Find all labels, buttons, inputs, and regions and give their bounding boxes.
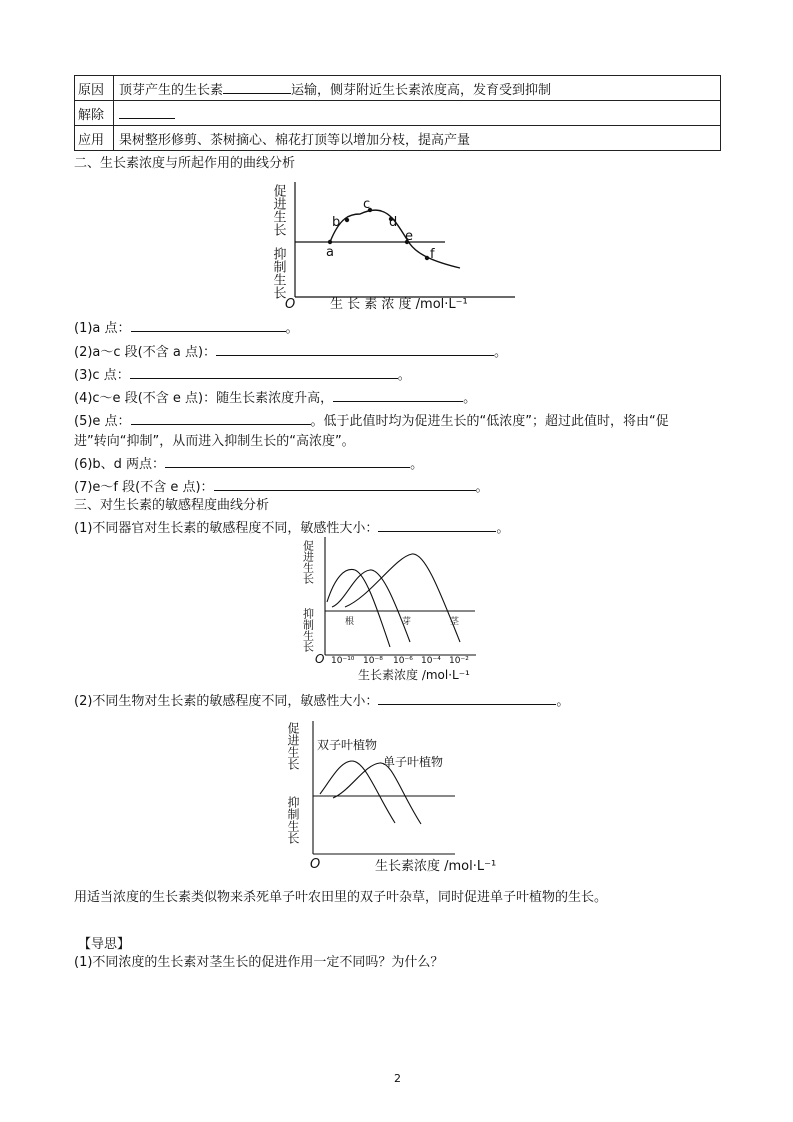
answer-blank[interactable] — [119, 104, 175, 119]
y-label-bottom: 抑制生长 — [301, 608, 315, 652]
row-content — [114, 126, 721, 151]
section-title: 二、生长素浓度与所起作用的曲线分析 — [74, 156, 296, 171]
summary-table — [74, 75, 721, 151]
question-line — [74, 387, 476, 406]
table-row — [75, 126, 721, 151]
answer-blank[interactable] — [378, 690, 556, 705]
answer-blank[interactable] — [131, 317, 286, 332]
table-row — [75, 101, 721, 126]
question-text: 。低于此值时均为促进生长的“低浓度”；超过此值时，将由“促 — [310, 414, 669, 429]
question-text: 。 — [397, 368, 411, 383]
organ-label-root: 根 — [345, 617, 355, 627]
x-label: 生长素浓度 /mol·L⁻¹ — [375, 859, 497, 874]
origin-label: O — [310, 857, 321, 872]
point-a-label: a — [326, 245, 334, 260]
question-line — [74, 341, 507, 360]
curve-label-dicot: 双子叶植物 — [317, 738, 378, 752]
cell-text: 运输，侧芽附近生长素浓度高，发育受到抑制 — [291, 82, 552, 98]
row-head: 原因 — [75, 76, 114, 101]
tick-label: 10⁻⁴ — [421, 656, 441, 666]
origin-label: O — [285, 297, 296, 312]
question-text: 。 — [475, 480, 489, 495]
question-text: (3)c 点： — [74, 368, 130, 383]
tick-label: 10⁻⁸ — [363, 656, 383, 666]
y-label-top: 促进生长 — [286, 722, 300, 770]
organ-sensitivity-graph — [300, 532, 500, 682]
origin-label: O — [315, 652, 325, 666]
organ-label-bud: 芽 — [402, 617, 412, 627]
question-text: (2)不同生物对生长素的敏感程度不同，敏感性大小： — [74, 694, 379, 709]
tick-label: 10⁻² — [449, 656, 469, 666]
guide-title: 【导思】 — [78, 937, 131, 952]
point-c-label: c — [363, 197, 371, 212]
question-text: 。 — [463, 391, 477, 406]
question-text: 。 — [410, 457, 424, 472]
question-text: (5)e 点： — [74, 414, 131, 429]
row-head: 应用 — [75, 126, 114, 151]
answer-blank[interactable] — [165, 453, 410, 468]
y-label-bottom: 抑制生长 — [286, 796, 300, 844]
species-sensitivity-graph — [286, 716, 510, 876]
question-line: 进”转向“抑制”，从而进入抑制生长的“高浓度”。 — [74, 434, 355, 449]
point-b-label: b — [332, 215, 341, 230]
tick-label: 10⁻¹⁰ — [331, 656, 355, 666]
point-f-label: f — [430, 247, 435, 262]
curve-label-monocot: 单子叶植物 — [383, 755, 444, 769]
page-number: 2 — [394, 1072, 401, 1085]
y-label-top: 促进生长 — [301, 540, 315, 584]
question-text: (4)c～e 段(不含 e 点)：随生长素浓度升高， — [74, 391, 334, 406]
note-text: 用适当浓度的生长素类似物来杀死单子叶农田里的双子叶杂草，同时促进单子叶植物的生长。 — [74, 890, 608, 905]
question-text: (2)a～c 段(不含 a 点)： — [74, 345, 217, 360]
answer-blank[interactable] — [216, 341, 494, 356]
x-label: 生 长 素 浓 度 /mol·L⁻¹ — [330, 297, 468, 312]
answer-blank[interactable] — [223, 79, 291, 94]
row-content — [114, 101, 721, 126]
answer-blank[interactable] — [130, 364, 398, 379]
answer-blank[interactable] — [214, 476, 476, 491]
row-head: 解除 — [75, 101, 114, 126]
cell-text: 果树整形修剪、茶树摘心、棉花打顶等以增加分枝，提高产量 — [119, 132, 471, 148]
organ-label-stem: 茎 — [450, 617, 460, 627]
x-label: 生长素浓度 /mol·L⁻¹ — [358, 668, 470, 682]
section-title: 三、对生长素的敏感程度曲线分析 — [74, 498, 270, 513]
question-text: 。 — [496, 521, 510, 536]
cell-text: 顶芽产生的生长素 — [119, 82, 224, 98]
question-line — [74, 410, 669, 429]
question-text: (7)e～f 段(不含 e 点)： — [74, 480, 214, 495]
table-row — [75, 76, 721, 101]
y-label-top: 促进生长 — [270, 184, 286, 236]
answer-blank[interactable] — [333, 387, 463, 402]
question-line — [74, 317, 299, 336]
question-text: 。 — [556, 694, 570, 709]
question-line — [74, 690, 569, 709]
answer-blank[interactable] — [131, 410, 311, 425]
answer-blank[interactable] — [378, 517, 496, 532]
row-content — [114, 76, 721, 101]
question-text: (1)a 点： — [74, 321, 131, 336]
question-text: 。 — [494, 345, 508, 360]
question-line — [74, 476, 489, 495]
point-e-label: e — [405, 229, 413, 244]
question-text: (6)b、d 两点： — [74, 457, 166, 472]
tick-label: 10⁻⁶ — [393, 656, 413, 666]
y-label-bottom: 抑制生长 — [270, 247, 286, 299]
guide-question: (1)不同浓度的生长素对茎生长的促进作用一定不同吗？为什么？ — [74, 955, 444, 970]
point-d-label: d — [389, 215, 398, 230]
question-text: (1)不同器官对生长素的敏感程度不同，敏感性大小： — [74, 521, 379, 536]
growth-curve-graph — [255, 172, 545, 312]
question-line — [74, 453, 423, 472]
question-line — [74, 364, 411, 383]
question-text: 。 — [285, 321, 299, 336]
